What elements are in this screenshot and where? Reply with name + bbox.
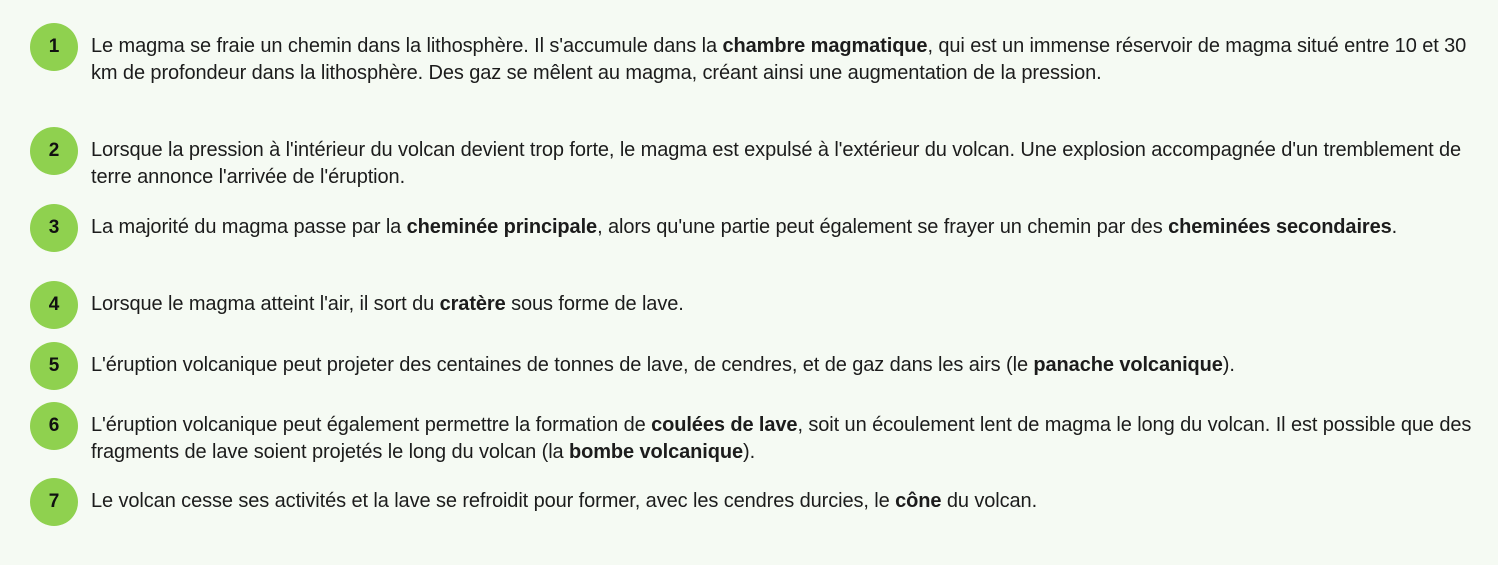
step-number-badge: 3 [30, 204, 78, 252]
bold-term: panache volcanique [1033, 354, 1223, 376]
step-number-badge: 4 [30, 281, 78, 329]
step-text [91, 137, 1481, 191]
text-segment: ). [743, 441, 756, 463]
step-text [91, 214, 1481, 241]
step-number-badge: 2 [30, 127, 78, 175]
step-text [91, 352, 1481, 379]
bold-term: chambre magmatique [722, 35, 928, 57]
bold-term: cheminée principale [406, 216, 598, 238]
text-segment: Le magma se fraie un chemin dans la lithosphère. Il s'accumule dans la [91, 35, 723, 57]
bold-term: bombe volcanique [569, 441, 744, 463]
text-segment: Lorsque la pression à l'intérieur du volcan devient trop forte, le magma est expulsé à l'extérieur du volcan. Une explosion accompagnée d'un tremblement de terre annonce l'arrivée de l'éruption. [91, 139, 1462, 188]
bold-term: cratère [439, 293, 506, 315]
bold-term: coulées de lave [651, 414, 798, 436]
text-segment: L'éruption volcanique peut projeter des centaines de tonnes de lave, de cendres, et de gaz dans les airs (le [91, 354, 1034, 376]
bold-term: cheminées secondaires [1168, 216, 1392, 238]
text-segment: , soit un écoulement lent de magma le long du volcan. Il est possible que des fragments de lave soient projetés le long du volcan (la [91, 414, 1472, 463]
step-text [91, 291, 1481, 318]
bold-term: cône [895, 490, 942, 512]
text-segment: Lorsque le magma atteint l'air, il sort du [91, 293, 440, 315]
text-segment: du volcan. [941, 490, 1038, 512]
step-text [91, 412, 1481, 466]
text-segment: La majorité du magma passe par la [91, 216, 407, 238]
step-text [91, 33, 1481, 87]
step-number-badge: 7 [30, 478, 78, 526]
text-segment: sous forme de lave. [505, 293, 684, 315]
text-segment: , qui est un immense réservoir de magma situé entre 10 et 30 km de profondeur dans la lithosphère. Des gaz se mêlent au magma, créant ainsi une augmentation de la pression. [91, 35, 1467, 84]
step-text [91, 488, 1481, 515]
text-segment: L'éruption volcanique peut également permettre la formation de [91, 414, 652, 436]
text-segment: ). [1222, 354, 1235, 376]
text-segment: Le volcan cesse ses activités et la lave se refroidit pour former, avec les cendres durcies, le [91, 490, 896, 512]
step-number-badge: 6 [30, 402, 78, 450]
step-number-badge: 5 [30, 342, 78, 390]
step-number-badge: 1 [30, 23, 78, 71]
text-segment: , alors qu'une partie peut également se frayer un chemin par des [597, 216, 1169, 238]
text-segment: . [1391, 216, 1398, 238]
